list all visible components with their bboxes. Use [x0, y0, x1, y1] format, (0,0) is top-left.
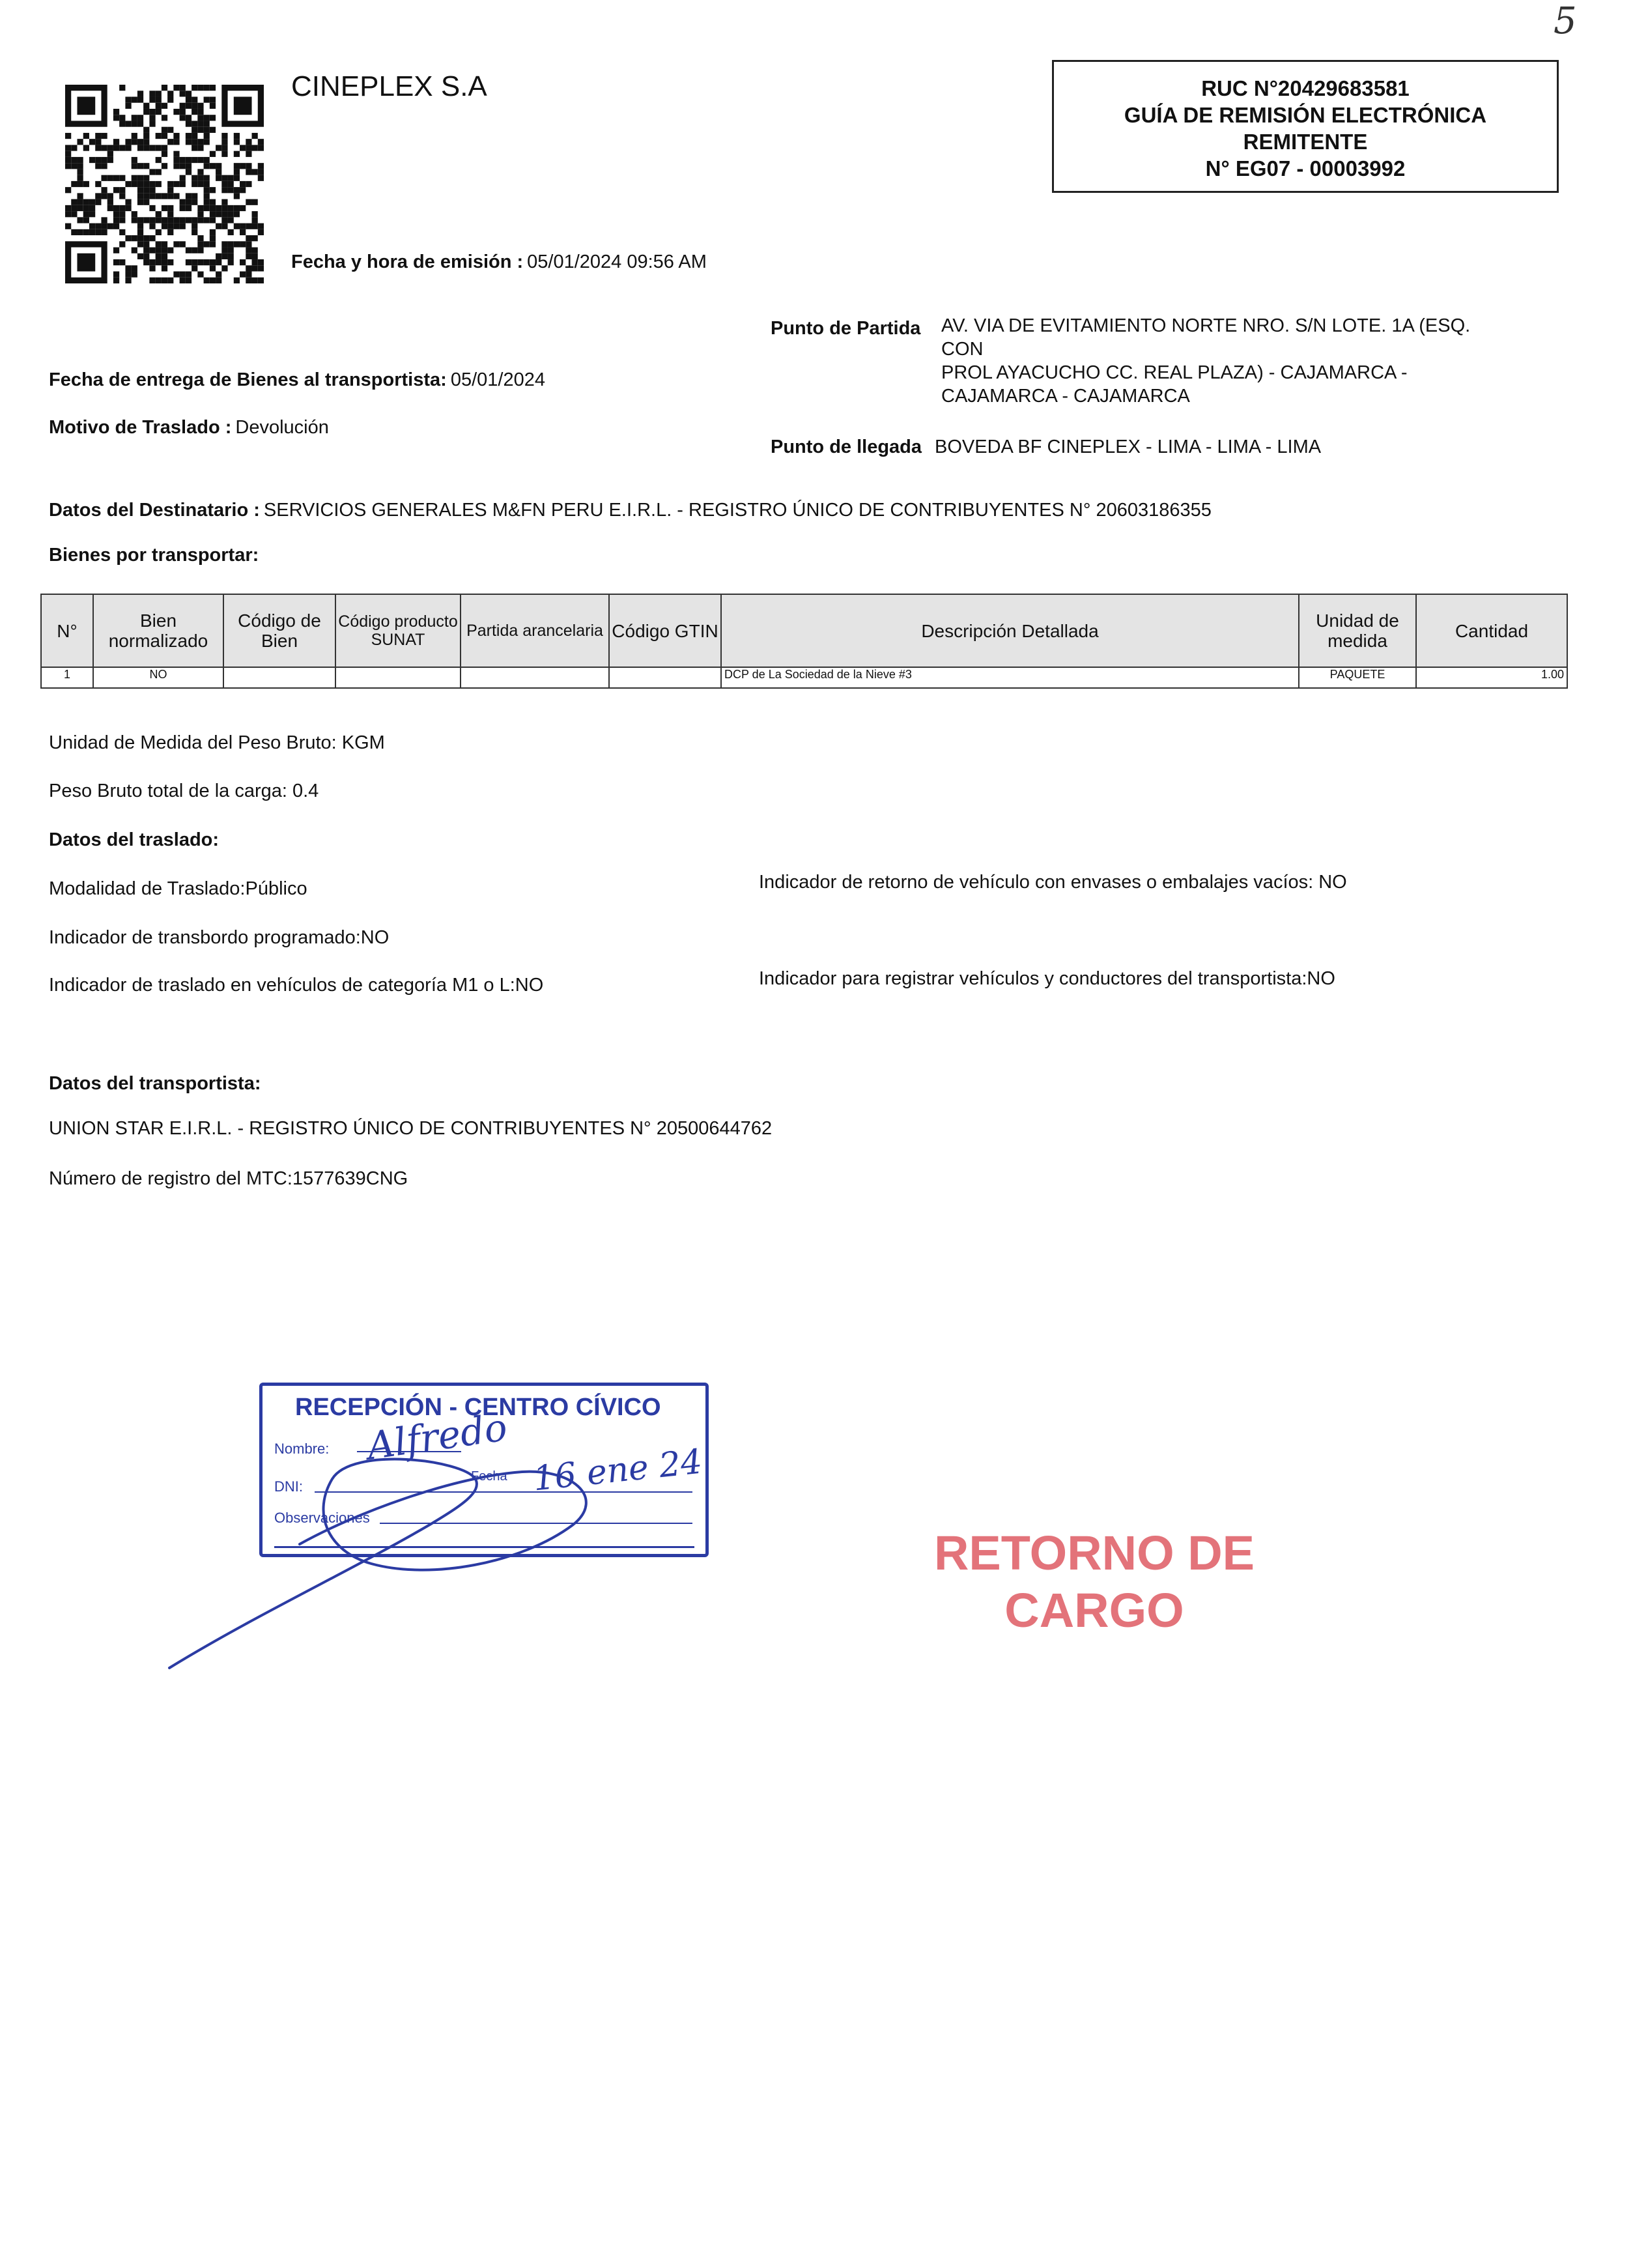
motivo-label: Motivo de Traslado : [49, 417, 232, 438]
motivo-field [49, 417, 329, 438]
cell-number: 1 [41, 667, 93, 688]
llegada-value: BOVEDA BF CINEPLEX - LIMA - LIMA - LIMA [935, 437, 1322, 457]
emission-value: 05/01/2024 09:56 AM [527, 251, 707, 272]
entrega-field [49, 369, 545, 391]
categoria-m1: Indicador de traslado en vehículos de categoría M1 o L:NO [49, 975, 544, 996]
stamp-title: RECEPCIÓN - CENTRO CÍVICO [295, 1394, 661, 1421]
ruc-number: RUC N°20429683581 [1201, 76, 1410, 100]
stamp-nombre-label: Nombre: [274, 1441, 330, 1457]
transportista: UNION STAR E.I.R.L. - REGISTRO ÚNICO DE CONTRIBUYENTES N° 20500644762 [49, 1118, 773, 1139]
transportista-title: Datos del transportista: [49, 1073, 261, 1094]
stamp-fecha-label: Fecha [471, 1469, 507, 1484]
partida-line: CAJAMARCA - CAJAMARCA [941, 386, 1190, 407]
col-header-codigo-sunat: Código producto SUNAT [335, 594, 461, 667]
cell-bien-normalizado: NO [93, 667, 223, 688]
col-header-partida: Partida arancelaria [461, 594, 609, 667]
cell-partida [461, 667, 609, 688]
col-header-descripcion: Descripción Detallada [721, 594, 1299, 667]
col-header-gtin: Código GTIN [609, 594, 721, 667]
table-header-row [41, 594, 1567, 667]
cell-gtin [609, 667, 721, 688]
transbordo: Indicador de transbordo programado:NO [49, 927, 390, 948]
traslado-title: Datos del traslado: [49, 829, 220, 850]
col-header-cantidad: Cantidad [1416, 594, 1567, 667]
llegada-field [771, 437, 1321, 458]
mtc-number: Número de registro del MTC:1577639CNG [49, 1168, 408, 1189]
stamp-dni-label: DNI: [274, 1478, 303, 1495]
entrega-value: 05/01/2024 [450, 369, 545, 390]
col-header-codigo-bien: Código de Bien [223, 594, 335, 667]
col-header-unidad: Unidad de medida [1299, 594, 1416, 667]
cell-cantidad: 1.00 [1416, 667, 1567, 688]
document-type: GUÍA DE REMISIÓN ELECTRÓNICA [1124, 103, 1487, 127]
destinatario-field [49, 500, 1212, 521]
partida-line: PROL AYACUCHO CC. REAL PLAZA) - CAJAMARCA - [941, 362, 1408, 383]
qr-code [65, 85, 264, 283]
emission-label: Fecha y hora de emisión : [291, 251, 524, 272]
stamp-observaciones-label: Observaciones [274, 1510, 370, 1526]
handwritten-name: Alfredo [364, 1405, 510, 1469]
table-row [41, 667, 1567, 688]
registrar-vehiculos: Indicador para registrar vehículos y conductores del transportista:NO [759, 968, 1335, 989]
cell-codigo-sunat [335, 667, 461, 688]
ruc-box [1052, 60, 1559, 193]
document-subtype: REMITENTE [1243, 130, 1368, 154]
col-header-number: N° [41, 594, 93, 667]
document-number: N° EG07 - 00003992 [1205, 156, 1406, 180]
handwritten-date: 16 ene 24 [531, 1442, 704, 1499]
bienes-title: Bienes por transportar: [49, 545, 259, 566]
signature [156, 1453, 612, 1687]
partida-line: AV. VIA DE EVITAMIENTO NORTE NRO. S/N LOTE. 1A (ESQ. CON [941, 315, 1471, 360]
entrega-label: Fecha de entrega de Bienes al transportista: [49, 369, 447, 390]
modalidad: Modalidad de Traslado:Público [49, 878, 307, 899]
motivo-value: Devolución [235, 417, 329, 438]
retorno-line: RETORNO DE [933, 1526, 1255, 1580]
cell-codigo-bien [223, 667, 335, 688]
destinatario-label: Datos del Destinatario : [49, 500, 260, 521]
goods-table [40, 594, 1568, 689]
retorno-vehiculo: Indicador de retorno de vehículo con envases o embalajes vacíos: NO [759, 872, 1347, 893]
retorno-line: CARGO [1004, 1583, 1184, 1637]
company-name: CINEPLEX S.A [291, 70, 487, 102]
cell-unidad: PAQUETE [1299, 667, 1416, 688]
destinatario-value: SERVICIOS GENERALES M&FN PERU E.I.R.L. - REGISTRO ÚNICO DE CONTRIBUYENTES N° 20603186355 [263, 500, 1212, 521]
llegada-label: Punto de llegada [771, 437, 922, 457]
unidad-peso: Unidad de Medida del Peso Bruto: KGM [49, 732, 385, 753]
partida-address [941, 314, 1514, 408]
col-header-bien-normalizado: Bien normalizado [93, 594, 223, 667]
cell-descripcion: DCP de La Sociedad de la Nieve #3 [721, 667, 1299, 688]
peso-total: Peso Bruto total de la carga: 0.4 [49, 781, 319, 801]
retorno-cargo-stamp [925, 1525, 1264, 1639]
partida-label: Punto de Partida [771, 318, 921, 339]
emission-date [291, 251, 707, 273]
page-number-mark: 5 [1554, 0, 1577, 42]
